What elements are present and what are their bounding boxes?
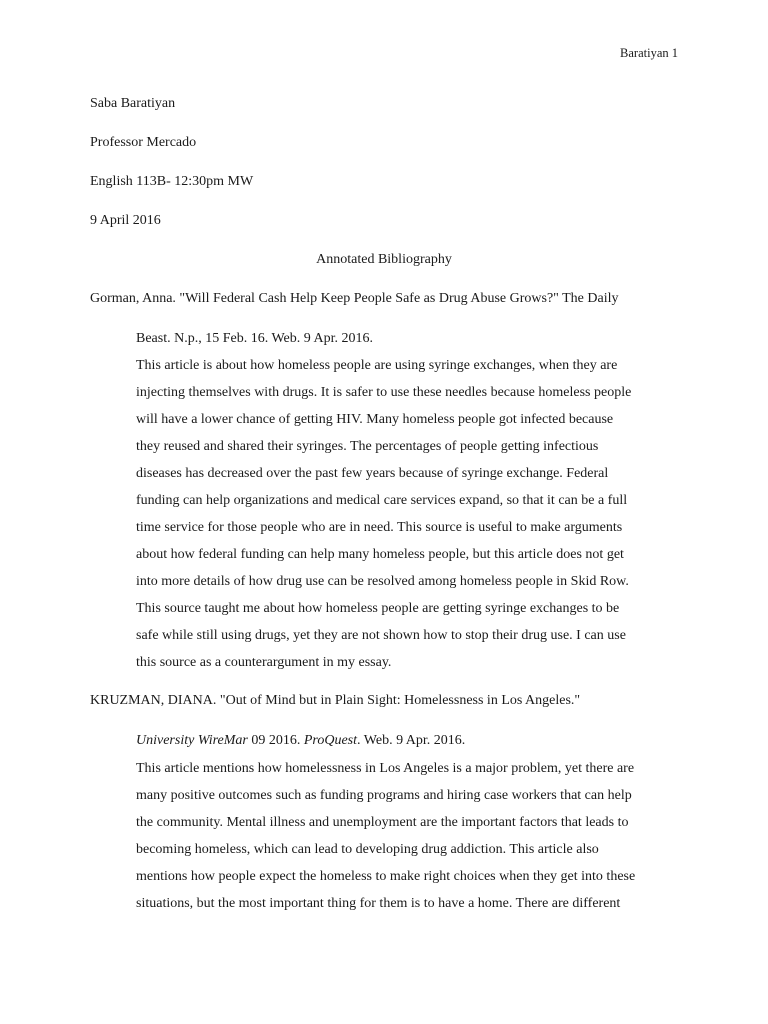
annotation-line: diseases has decreased over the past few years because of syringe exchange. Federal — [136, 466, 609, 481]
annotation-line: funding can help organizations and medical care services expand, so that it can be a full — [136, 493, 628, 508]
citation-access: . Web. 9 Apr. 2016. — [357, 733, 466, 748]
annotation-line: will have a lower chance of getting HIV. Many homeless people got infected because — [136, 412, 614, 427]
annotation-line: This source taught me about how homeless people are getting syringe exchanges to be — [136, 601, 620, 616]
annotation-line: into more details of how drug use can be resolved among homeless people in Skid Row. — [136, 574, 629, 589]
document-date: 9 April 2016 — [90, 213, 161, 228]
citation-continuation — [136, 734, 465, 748]
annotation-line: many positive outcomes such as funding programs and hiring case workers that can help — [136, 788, 632, 803]
annotation-line: this source as a counterargument in my essay. — [136, 655, 392, 670]
annotation-line: the community. Mental illness and unemployment are the important factors that leads to — [136, 815, 629, 830]
citation-continuation: Beast. N.p., 15 Feb. 16. Web. 9 Apr. 2016. — [136, 331, 373, 346]
annotation-line: situations, but the most important thing for them is to have a home. There are different — [136, 896, 621, 911]
citation-first-line: Gorman, Anna. "Will Federal Cash Help Keep People Safe as Drug Abuse Grows?" The Daily — [90, 291, 619, 306]
document-title: Annotated Bibliography — [316, 252, 452, 267]
professor-name: Professor Mercado — [90, 135, 197, 150]
annotation-line: becoming homeless, which can lead to developing drug addiction. This article also — [136, 842, 599, 857]
citation-date: 09 2016. — [247, 733, 304, 748]
annotation-line: they reused and shared their syringes. The percentages of people getting infectious — [136, 439, 599, 454]
annotation-line: This article mentions how homelessness in Los Angeles is a major problem, yet there are — [136, 761, 635, 776]
citation-first-line: KRUZMAN, DIANA. "Out of Mind but in Plain Sight: Homelessness in Los Angeles." — [90, 693, 581, 708]
running-head: Baratiyan 1 — [620, 46, 678, 60]
annotation-line: safe while still using drugs, yet they are not shown how to stop their drug use. I can use — [136, 628, 626, 643]
annotation-line: This article is about how homeless people are using syringe exchanges, when they are — [136, 358, 618, 373]
annotation-line: time service for those people who are in need. This source is useful to make arguments — [136, 520, 623, 535]
annotation-line: injecting themselves with drugs. It is safer to use these needles because homeless people — [136, 385, 632, 400]
annotation-line: about how federal funding can help many homeless people, but this article does not get — [136, 547, 624, 562]
annotation-line: mentions how people expect the homeless to make right choices when they get into these — [136, 869, 636, 884]
course-info: English 113B- 12:30pm MW — [90, 174, 254, 189]
student-name: Saba Baratiyan — [90, 96, 176, 111]
journal-name: University WireMar — [136, 733, 248, 748]
database-name: ProQuest — [303, 733, 358, 748]
